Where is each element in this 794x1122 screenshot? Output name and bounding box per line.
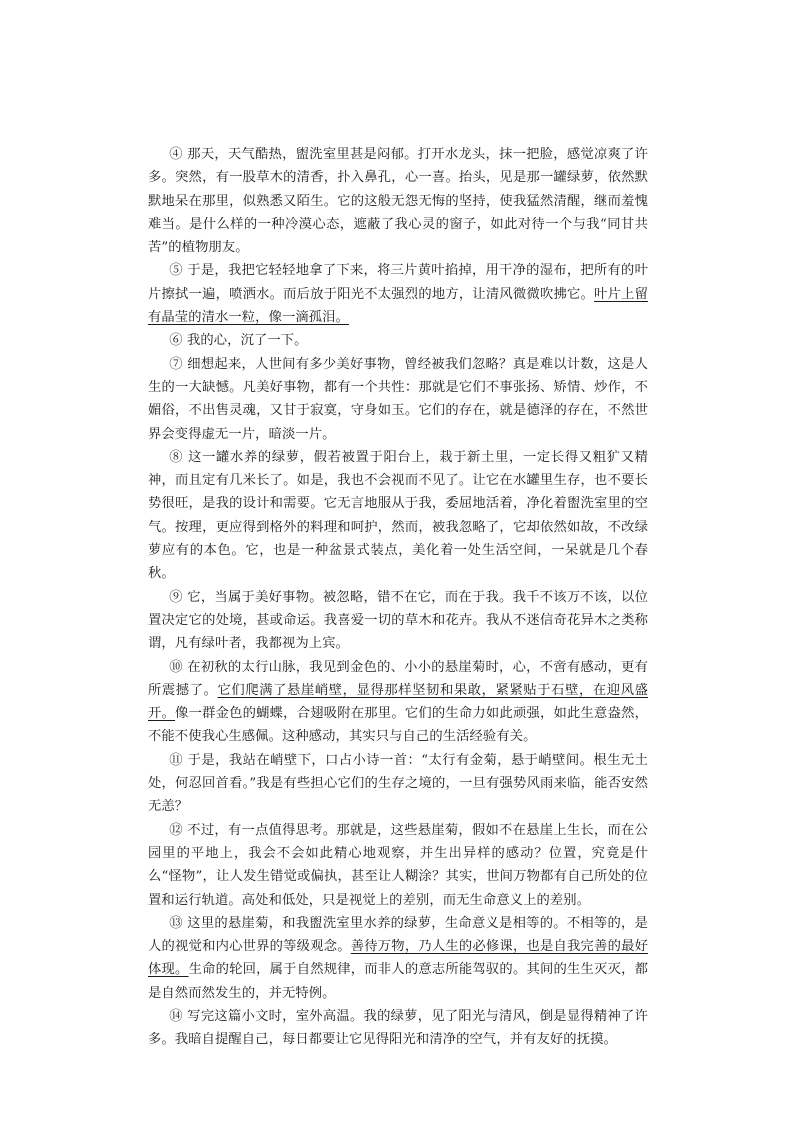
underlined-sentence: 善待万物，乃人生的必修课，也是自我完善的最好体现。 [148,939,648,978]
text-segment: ⑬ 这里的悬崖菊，和我盥洗室里水养的绿萝，生命意义是相等的。不相等的，是人的视觉和内心世界的等级观念。 [148,915,648,955]
paragraph-p13 [148,912,648,1005]
text-segment: 生命的轮回，属于自然规律，而非人的意志所能驾驭的。其间的生生灭灭，都是自然而然发生的，并无特例。 [148,962,648,1001]
text-segment: 像一群金色的蝴蝶，合翅吸附在那里。它们的生命力如此顽强，如此生意盎然，不能不使我心生感佩。这种感动，其实只与自己的生活经验有关。 [148,706,649,745]
text-segment: ④ 那天，天气酷热，盥洗室里甚是闷郁。打开水龙头，抹一把脸，感觉凉爽了许多。突然，有一股草木的清香，扑入鼻孔，心一喜。抬头，见是那一罐绿萝，依然默默地呆在那里，似熟悉又陌生。它的这般无怨无悔的坚持，使我猛然清醒，继而羞愧难当。是什么样的一种冷漠心态，遮蔽了我心灵的窗子，如此对待一个与我“同甘共苦”的植物朋友。 [148,147,648,256]
text-segment: ⑩ 在初秋的太行山脉，我见到金色的、小小的悬崖菊时，心，不啻有感动，更有所震撼了。 [148,659,648,698]
paragraph-p7 [148,353,648,446]
paragraph-p6 [148,329,648,352]
underlined-sentence: 叶片上留有晶莹的清水一粒，像一滴孤泪。 [148,286,648,326]
text-segment: ⑫ 不过，有一点值得思考。那就是，这些悬崖菊，假如不在悬崖上生长，而在公园里的平地上，我会不会如此精心地观察，并生出异样的感动？位置，究竟是什么“怪物”，让人发生错觉或偏执，甚至让人糊涂？其实，世间万物都有自己所处的位置和运行轨道。高处和低处，只是视觉上的差别，而无生命意义上的差别。 [148,822,648,908]
text-segment: ⑭ 写完这篇小文时，室外高温。我的绿萝，见了阳光与清风，倒是显得精神了许多。我暗自提醒自己，每日都要让它见得阳光和清净的空气，并有友好的抚摸。 [148,1008,648,1048]
article-body [148,143,648,1052]
paragraph-p8 [148,446,648,586]
underlined-sentence: 它们爬满了悬崖峭壁，显得那样坚韧和果敢，紧紧贴于石壁，在迎风盛开。 [148,682,648,722]
text-segment: ⑧ 这一罐水养的绿萝，假若被置于阳台上，栽于新土里，一定长得又粗犷又精神，而且定有几米长了。如是，我也不会视而不见了。让它在水罐里生存，也不要长势很旺，是我的设计和需要。它无言地服从于我，委屈地活着，净化着盥洗室里的空气。按理，更应得到格外的料理和呵护，然而，被我忽略了，它却依然如故，不改绿萝应有的本色。它，也是一种盆景式装点，美化着一处生活空间，一呆就是几个春秋。 [148,449,648,582]
text-segment: ⑪ 于是，我站在峭壁下，口占小诗一首：“太行有金菊，悬于峭壁间。根生无土处，何忍回首看。”我是有些担心它们的生存之境的，一旦有强势风雨来临，能否安然无恙？ [148,752,648,815]
paragraph-p12 [148,819,648,912]
paragraph-p11 [148,749,648,819]
paragraph-p4 [148,143,648,259]
text-segment: ⑤ 于是，我把它轻轻地拿了下来，将三片黄叶掐掉，用干净的湿布，把所有的叶片擦拭一遍，喷洒水。而后放于阳光不太强烈的地方，让清风微微吹拂它。 [148,263,648,302]
text-segment: ⑥ 我的心，沉了一下。 [169,333,308,349]
paragraph-p5 [148,259,648,329]
paragraph-p14 [148,1005,648,1052]
text-segment: ⑨ 它，当属于美好事物。被忽略，错不在它，而在于我。我千不该万不该，以位置决定它的处境，甚或命运。我喜爱一切的草木和花卉。我从不迷信奇花异木之类称谓，凡有绿叶者，我都视为上宾。 [148,589,648,652]
text-segment: ⑦ 细想起来，人世间有多少美好事物，曾经被我们忽略？真是难以计数，这是人生的一大缺憾。凡美好事物，都有一个共性：那就是它们不事张扬、矫情、炒作，不媚俗，不出售灵魂，又甘于寂寞，守身如玉。它们的存在，就是德泽的存在，不然世界会变得虚无一片，暗淡一片。 [148,356,648,442]
paragraph-p10 [148,656,648,749]
paragraph-p9 [148,586,648,656]
